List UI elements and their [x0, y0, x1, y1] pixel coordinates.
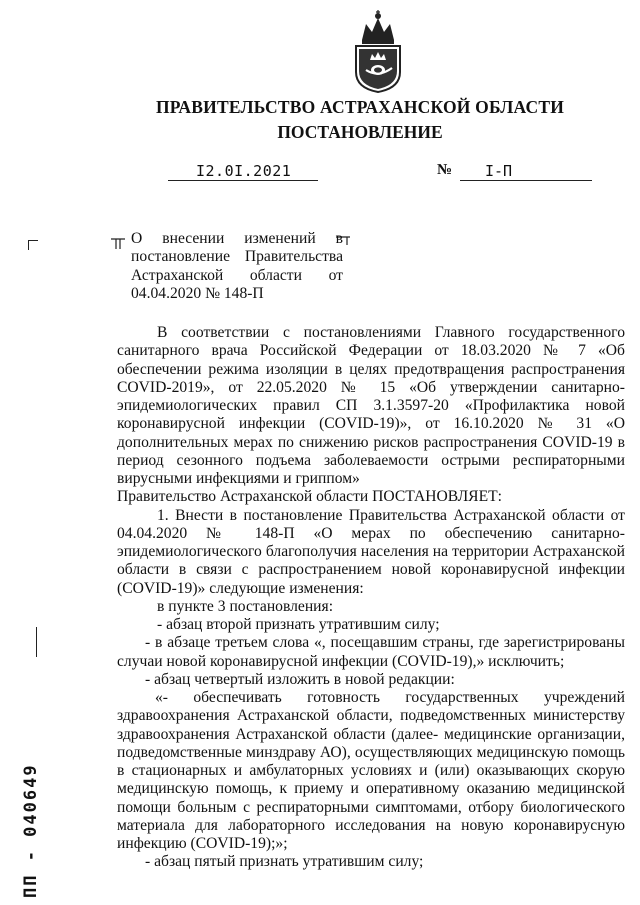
subject-line: 04.04.2020 № 148-П	[131, 284, 264, 302]
document-date: I2.0I.2021	[196, 162, 292, 180]
serial-number-stamp: ПП - 040649	[21, 763, 41, 898]
corner-mark	[28, 240, 38, 250]
document-number: I-П	[485, 162, 513, 180]
subject-bracket-left	[110, 236, 126, 250]
document-body	[117, 324, 625, 872]
item-1-paragraph: 1. Внести в постановление Правительства Астраханской области от 04.04.2020 № 148-П «О мерах по обеспечению санитарно-эпидемиологического благополучия населения на территории Астраханской области в связи с распространением новой коронавирусной инфекции (COVID-19)» следующие изменения:	[117, 506, 625, 597]
subject-line: О внесении изменений в	[131, 230, 343, 247]
number-underline	[460, 180, 592, 181]
abz4-paragraph: - абзац четвертый изложить в новой редакции:	[145, 670, 455, 688]
abz3-paragraph: - в абзаце третьем слова «, посещавшим страны, где зарегистрированы случаи новой коронавирусной инфекции (COVID-19),» исключить;	[117, 634, 625, 670]
subject-line: постановление Правительства	[131, 248, 343, 266]
preamble-paragraph: В соответствии с постановлениями Главного государственного санитарного врача Российской Федерации от 18.03.2020 № 7 «Об обеспечении режима изоляции в целях предотвращения распространения COVID-2019», от 22.05.2020 № 15 «Об утверждении санитарно-эпидемиологических правил СП 3.1.3597-20 «Профилактика новой коронавирусной инфекции (COVID-19)», от 16.10.2020 № 31 «О дополнительных мерах по снижению рисков распространения COVID-19 в период сезонного подъема заболеваемости острыми респираторными вирусными инфекциями и гриппом»	[117, 324, 625, 487]
doc-type-title: ПОСТАНОВЛЕНИЕ	[277, 122, 443, 142]
abz5-paragraph: - абзац пятый признать утратившим силу;	[145, 853, 424, 871]
side-margin-line	[36, 627, 37, 657]
coat-of-arms-icon	[348, 10, 408, 94]
abz2-paragraph: - абзац второй признать утратившим силу;	[157, 616, 440, 633]
subject-line: Астраханской области от	[131, 266, 343, 284]
number-sign: №	[437, 162, 453, 178]
resolve-paragraph: Правительство Астраханской области ПОСТАНОВЛЯЕТ:	[117, 488, 502, 506]
quote-paragraph: «- обеспечивать готовность государственных учреждений здравоохранения Астраханской области, подведомственных министерству здравоохранения Астраханской области (далее- медицинские организации, подведомственные минздраву АО), осуществляющих медицинскую помощь в стационарных и амбулаторных условиях и (или) оказывающих скорую медицинскую помощь, к приему и оперативному оказанию медицинской помощи больным с респираторными симптомами, отбору биологического материала для лабораторного исследования на новую коронавирусную инфекцию (COVID-19);»;	[117, 689, 625, 852]
date-underline	[168, 180, 318, 181]
document-subject	[131, 230, 343, 303]
point-3-paragraph: в пункте 3 постановления:	[157, 597, 334, 615]
org-title: ПРАВИТЕЛЬСТВО АСТРАХАНСКОЙ ОБЛАСТИ	[155, 97, 565, 117]
